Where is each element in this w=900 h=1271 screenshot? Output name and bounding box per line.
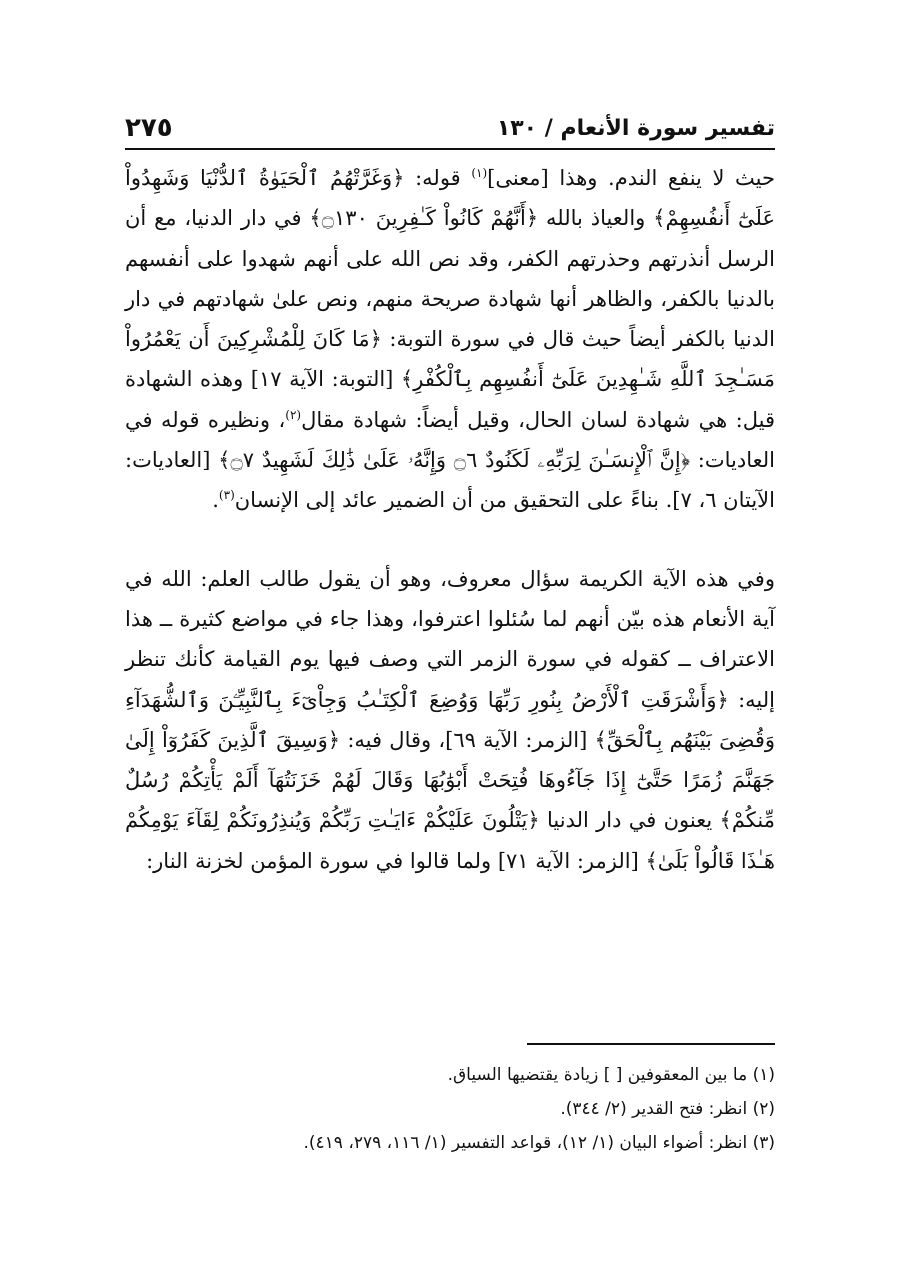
paragraph-1-part-1: حيث لا ينفع الندم. وهذا [معنى]	[487, 166, 775, 190]
paragraph-1-part-3: ، ونظيره قوله في العاديات: ﴿إِنَّ ٱلْإِنسَـٰنَ لِرَبِّهِۦ لَكَنُودٌ ۝٦ وَإِنَّهُۥ عَلَىٰ ذَٰلِكَ لَشَهِيدٌ ۝٧﴾ [العاديات: الآيتان ٦، ٧]. بناءً على التحقيق من أن الضمير عائد إلى الإنسان	[125, 407, 776, 513]
footnote-3: (٣) انظر: أضواء البيان (١/ ١٢)، قواعد التفسير (١/ ١١٦، ٢٧٩، ٤١٩).	[303, 1133, 775, 1153]
page-number: ٢٧٥	[125, 113, 173, 143]
footnote-1: (١) ما بين المعقوفين [ ] زيادة يقتضيها السياق.	[447, 1065, 775, 1085]
footnote-ref-1: (١)	[471, 166, 488, 180]
paragraph-1-part-4: .	[212, 488, 219, 513]
footnote-2: (٢) انظر: فتح القدير (٢/ ٣٤٤).	[560, 1099, 775, 1119]
paragraph-1-part-2: قوله: ﴿وَغَرَّتْهُمُ ٱلْحَيَوٰةُ ٱلدُّنْيَا وَشَهِدُواْ عَلَىٰٓ أَنفُسِهِمْ﴾ والعياذ بالله ﴿أَنَّهُمْ كَانُواْ كَـٰفِرِينَ ۝١٣٠﴾ في دار الدنيا، مع أن الرسل أنذرتهم وحذرتهم الكفر، وقد نص الله على أنهم شهدوا على أنفسهم بالدنيا بالكفر، والظاهر أنها شهادة صريحة منهم، ونص علىٰ شهادتهم في دار الدنيا بالكفر أيضاً حيث قال في سورة التوبة: ﴿مَا كَانَ لِلْمُشْرِكِينَ أَن يَعْمُرُواْ مَسَـٰجِدَ ٱللَّهِ شَـٰهِدِينَ عَلَىٰٓ أَنفُسِهِم بِٱلْكُفْرِ﴾ [التوبة: الآية ١٧] وهذه الشهادة قيل: هي شهادة لسان الحال، وقيل أيضاً: شهادة مقال	[125, 166, 775, 432]
body-text	[125, 158, 775, 881]
paragraph-2: وفي هذه الآية الكريمة سؤال معروف، وهو أن يقول طالب العلم: الله في آية الأنعام هذه بيّن أنهم لما سُئلوا اعترفوا، وهذا جاء في مواضع كثيرة ــ هذا الاعتراف ــ كقوله في سورة الزمر التي وصف فيها يوم القيامة كأنك تنظر إليه: ﴿وَأَشْرَقَتِ ٱلْأَرْضُ بِنُورِ رَبِّهَا وَوُضِعَ ٱلْكِتَـٰبُ وَجِاْىٓءَ بِٱلنَّبِيِّـۧنَ وَٱلشُّهَدَآءِ وَقُضِىَ بَيْنَهُم بِٱلْحَقِّ﴾ [الزمر: الآية ٦٩]، وقال فيه: ﴿وَسِيقَ ٱلَّذِينَ كَفَرُوٓاْ إِلَىٰ جَهَنَّمَ زُمَرًا حَتَّىٰٓ إِذَا جَآءُوهَا فُتِحَتْ أَبْوَٰبُهَا وَقَالَ لَهُمْ خَزَنَتُهَآ أَلَمْ يَأْتِكُمْ رُسُلٌ مِّنكُمْ﴾ يعنون في دار الدنيا ﴿يَتْلُونَ عَلَيْكُمْ ءَايَـٰتِ رَبِّكُمْ وَيُنذِرُونَكُمْ لِقَآءَ يَوْمِكُمْ هَـٰذَا قَالُواْ بَلَىٰ﴾ [الزمر: الآية ٧١] ولما قالوا في سورة المؤمن لخزنة النار:	[125, 566, 775, 873]
paragraph-1	[125, 158, 775, 521]
page-header	[125, 108, 775, 150]
footnote-separator	[527, 1043, 775, 1045]
footnotes	[125, 1058, 775, 1160]
running-title: تفسير سورة الأنعام / ١٣٠	[496, 115, 775, 141]
footnote-ref-3: (٣)	[218, 488, 235, 503]
footnote-ref-2: (٢)	[285, 407, 302, 422]
